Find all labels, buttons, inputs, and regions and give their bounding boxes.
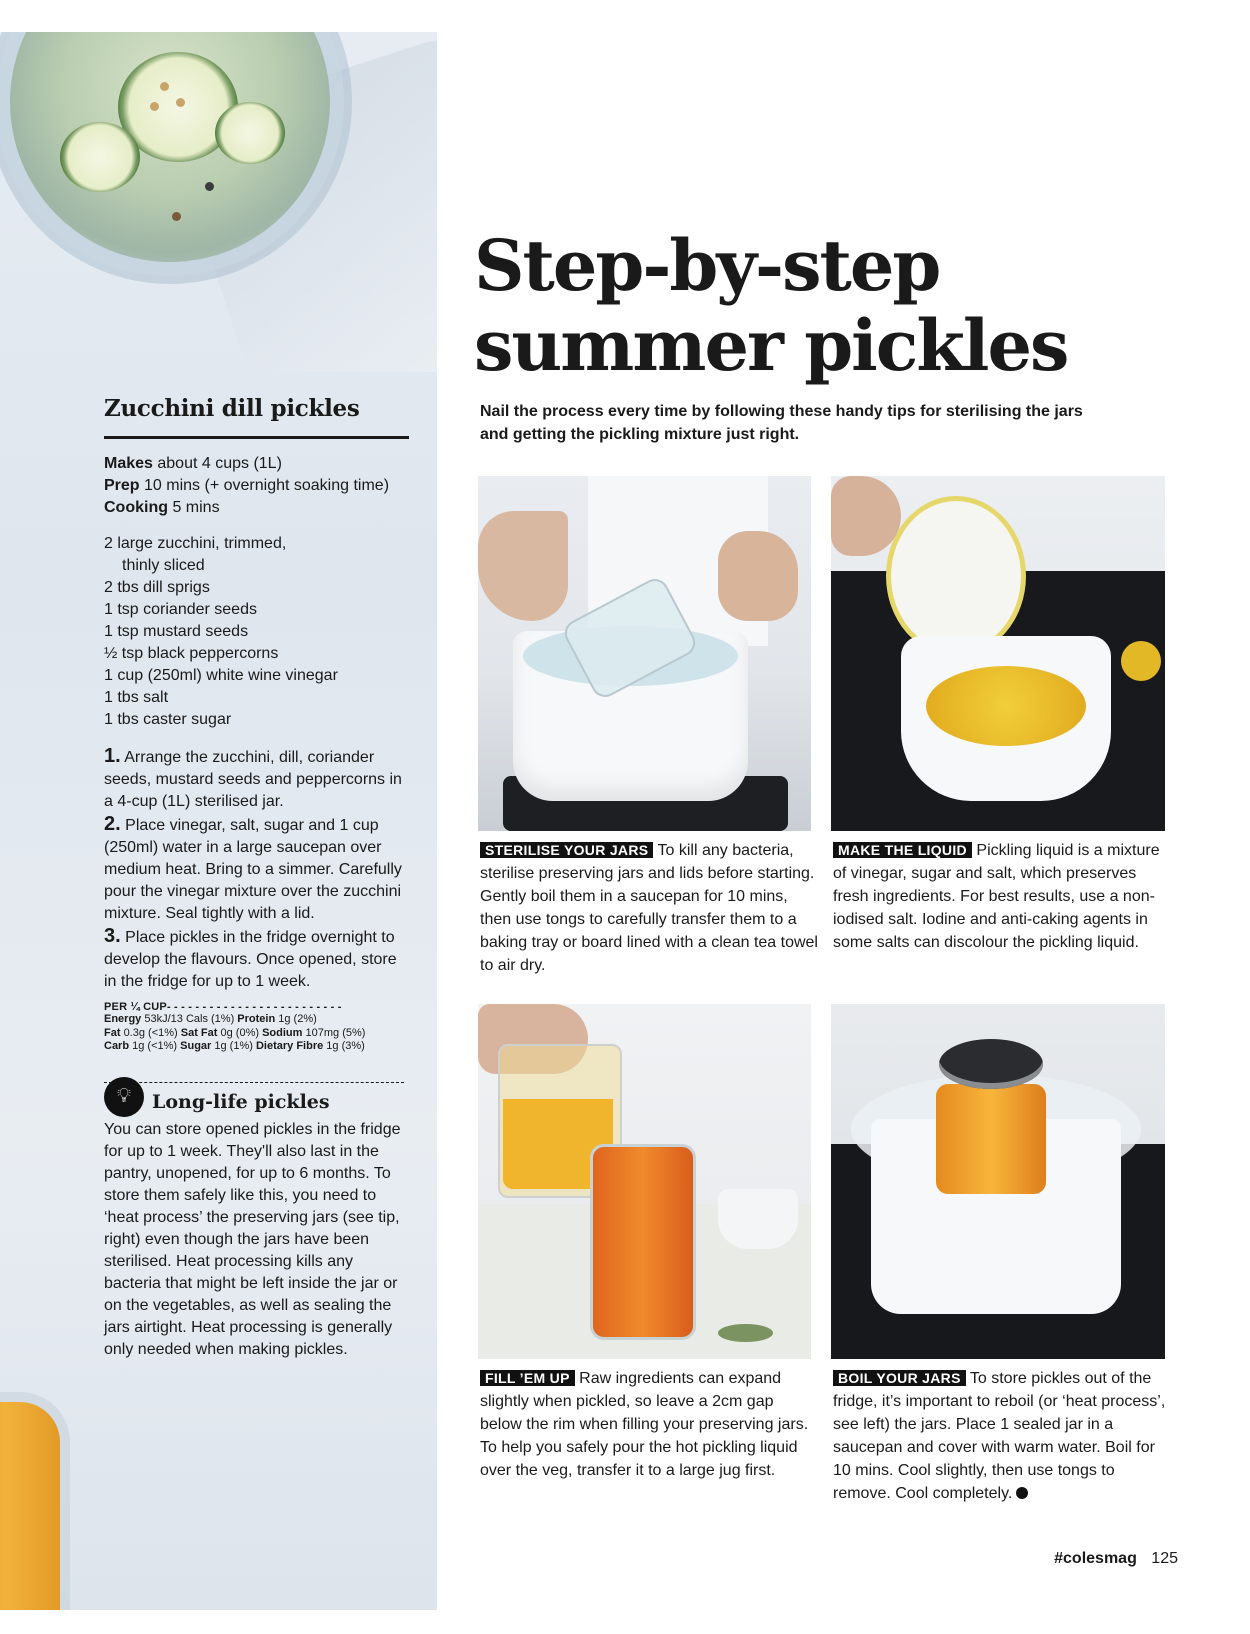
make-liquid-photo (831, 476, 1165, 831)
fibre-value: 1g (3%) (326, 1040, 365, 1052)
sugar-label: Sugar (180, 1040, 212, 1052)
fat-label: Fat (104, 1026, 121, 1039)
ingredients-list (104, 533, 409, 731)
satfat-label: Sat Fat (180, 1026, 218, 1039)
end-mark-icon (1016, 1487, 1028, 1499)
pickling-liquid-shape (926, 666, 1086, 746)
step-caption-sterilise (480, 839, 818, 977)
peppercorn-shape (205, 182, 214, 191)
ingredient-item: 2 large zucchini, trimmed, (104, 535, 287, 552)
sealed-jar-shape (936, 1084, 1046, 1194)
nutrition-header: PER ¼ CUP- - - - - - - - - - - - - - - - - - - - - - - - - (104, 1001, 342, 1013)
orange-pickle-jar-shape (0, 1402, 60, 1610)
jar-lid-shape (939, 1039, 1043, 1089)
sodium-label: Sodium (262, 1026, 303, 1039)
ingredient-item: 1 tbs caster sugar (104, 711, 232, 728)
ingredient-item: thinly sliced (122, 557, 205, 574)
step-caption-make-liquid (833, 839, 1171, 954)
cooking-label: Cooking (104, 499, 168, 516)
seed-shape (172, 212, 181, 221)
tip-header (104, 1087, 409, 1117)
method-steps (104, 745, 409, 993)
prep-label: Prep (104, 477, 140, 494)
makes-value: about 4 cups (1L) (157, 455, 282, 472)
tip-body: You can store opened pickles in the fridge for up to 1 week. They'll also last in the pantry, unopened, for up to 6 months. To store them safely like this, you need to ‘heat process’ the preserving jars (see tip, right) even though the jars have been sterilised. Heat processing kills any bacteria that might be left inside the jar or on the vegetables, as well as sealing the jars airtight. Heat processing is generally only needed when making pickles. (104, 1120, 401, 1358)
prep-value: 10 mins (+ overnight soaking time) (144, 477, 390, 494)
protein-label: Protein (237, 1013, 276, 1025)
spice-bowl-shape (1121, 641, 1161, 681)
hand-shape (478, 511, 568, 621)
nutrition-serving: PER ¼ CUP (104, 1001, 167, 1013)
step-label: STERILISE YOUR JARS (480, 842, 653, 858)
makes-label: Makes (104, 455, 153, 472)
zucchini-jar-photo (0, 32, 437, 372)
step-label: FILL ’EM UP (480, 1370, 575, 1386)
seed-shape (160, 82, 169, 91)
ingredient-item: 2 tbs dill sprigs (104, 579, 210, 596)
sterilise-photo (478, 476, 811, 831)
herb-leaf-shape (718, 1324, 773, 1342)
step-text: Raw ingredients can expand slightly when pickled, so leave a 2cm gap below the rim when filling your preserving jars. To help you safely pour the hot pickling liquid over the veg, transfer it to a large jug first. (480, 1370, 809, 1479)
tip-title: Long-life pickles (152, 1090, 330, 1113)
bowl-shape (718, 1189, 798, 1249)
seed-shape (150, 102, 159, 111)
method-step (104, 745, 409, 813)
step-text: Arrange the zucchini, dill, coriander seeds, mustard seeds and peppercorns in a 4-cup (1L) sterilised jar. (104, 749, 402, 810)
step-number: 1. (104, 745, 121, 767)
nutrition-info (104, 1013, 409, 1054)
ingredient-item: ½ tsp black peppercorns (104, 645, 279, 662)
step-number: 2. (104, 813, 121, 835)
jug-shape (886, 496, 1026, 656)
carb-label: Carb (104, 1040, 130, 1052)
ingredient-item: 1 tbs salt (104, 689, 169, 706)
step-text: To store pickles out of the fridge, it’s important to reboil (or ‘heat process’, see left) the jars. Place 1 sealed jar in a saucepan and cover with warm water. Boil for 10 mins. Cool slightly, then use tongs to remove. Cool completely. (833, 1370, 1166, 1502)
step-text: Pickling liquid is a mixture of vinegar, sugar and salt, which preserves fresh ingredients. For best results, use a non-iodised salt. Iodine and anti-caking agents in some salts can discolour the pickling liquid. (833, 842, 1160, 951)
protein-value: 1g (2%) (278, 1013, 317, 1025)
fat-value: 0.3g (<1%) (123, 1026, 178, 1039)
fill-jars-photo (478, 1004, 811, 1359)
carrot-jar-shape (590, 1144, 696, 1340)
recipe-block (104, 395, 409, 1361)
recipe-meta (104, 453, 409, 519)
page-footer (1054, 1550, 1178, 1568)
step-text: Place vinegar, salt, sugar and 1 cup (250ml) water in a large saucepan over medium heat. Bring to a simmer. Carefully pour the vinegar mixture over the zucchini mixture. Seal tightly with a lid. (104, 817, 402, 922)
sodium-value: 107mg (5%) (305, 1026, 366, 1039)
title-line-1: Step-by-step (474, 224, 940, 307)
step-label: BOIL YOUR JARS (833, 1370, 966, 1386)
page-number: 125 (1151, 1550, 1178, 1567)
step-caption-fill (480, 1367, 818, 1482)
step-text: Place pickles in the fridge overnight to develop the flavours. Once opened, store in the fridge for up to 1 week. (104, 929, 397, 990)
step-text: To kill any bacteria, sterilise preserving jars and lids before starting. Gently boil them in a saucepan for 10 mins, then use tongs to carefully transfer them to a baking tray or board lined with a clean tea towel to air dry. (480, 842, 818, 974)
ingredient-item: 1 tsp coriander seeds (104, 601, 257, 618)
hashtag: #colesmag (1054, 1550, 1137, 1567)
divider (104, 1082, 404, 1083)
method-step (104, 925, 409, 993)
boil-jars-photo (831, 1004, 1165, 1359)
page-title (474, 226, 1067, 386)
cooking-value: 5 mins (172, 499, 220, 516)
lightbulb-icon: 💡︎ (104, 1077, 144, 1117)
hand-shape (718, 531, 798, 621)
title-line-2: summer pickles (474, 304, 1068, 387)
energy-label: Energy (104, 1013, 142, 1025)
energy-value: 53kJ/13 Cals (1%) (144, 1013, 235, 1025)
seed-shape (176, 98, 185, 107)
zucchini-slice (215, 102, 285, 164)
zucchini-slice (60, 122, 140, 192)
step-number: 3. (104, 925, 121, 947)
fibre-label: Dietary Fibre (255, 1040, 324, 1052)
method-step (104, 813, 409, 925)
step-label: MAKE THE LIQUID (833, 842, 972, 858)
ingredient-item: 1 cup (250ml) white wine vinegar (104, 667, 338, 684)
carb-value: 1g (<1%) (132, 1040, 178, 1052)
recipe-title: Zucchini dill pickles (104, 395, 409, 439)
step-caption-boil (833, 1367, 1171, 1505)
ingredient-item: 1 tsp mustard seeds (104, 623, 249, 640)
sugar-value: 1g (1%) (214, 1040, 253, 1052)
intro-text: Nail the process every time by following these handy tips for sterilising the jars and getting the pickling mixture just right. (480, 403, 1083, 443)
satfat-value: 0g (0%) (220, 1026, 260, 1039)
